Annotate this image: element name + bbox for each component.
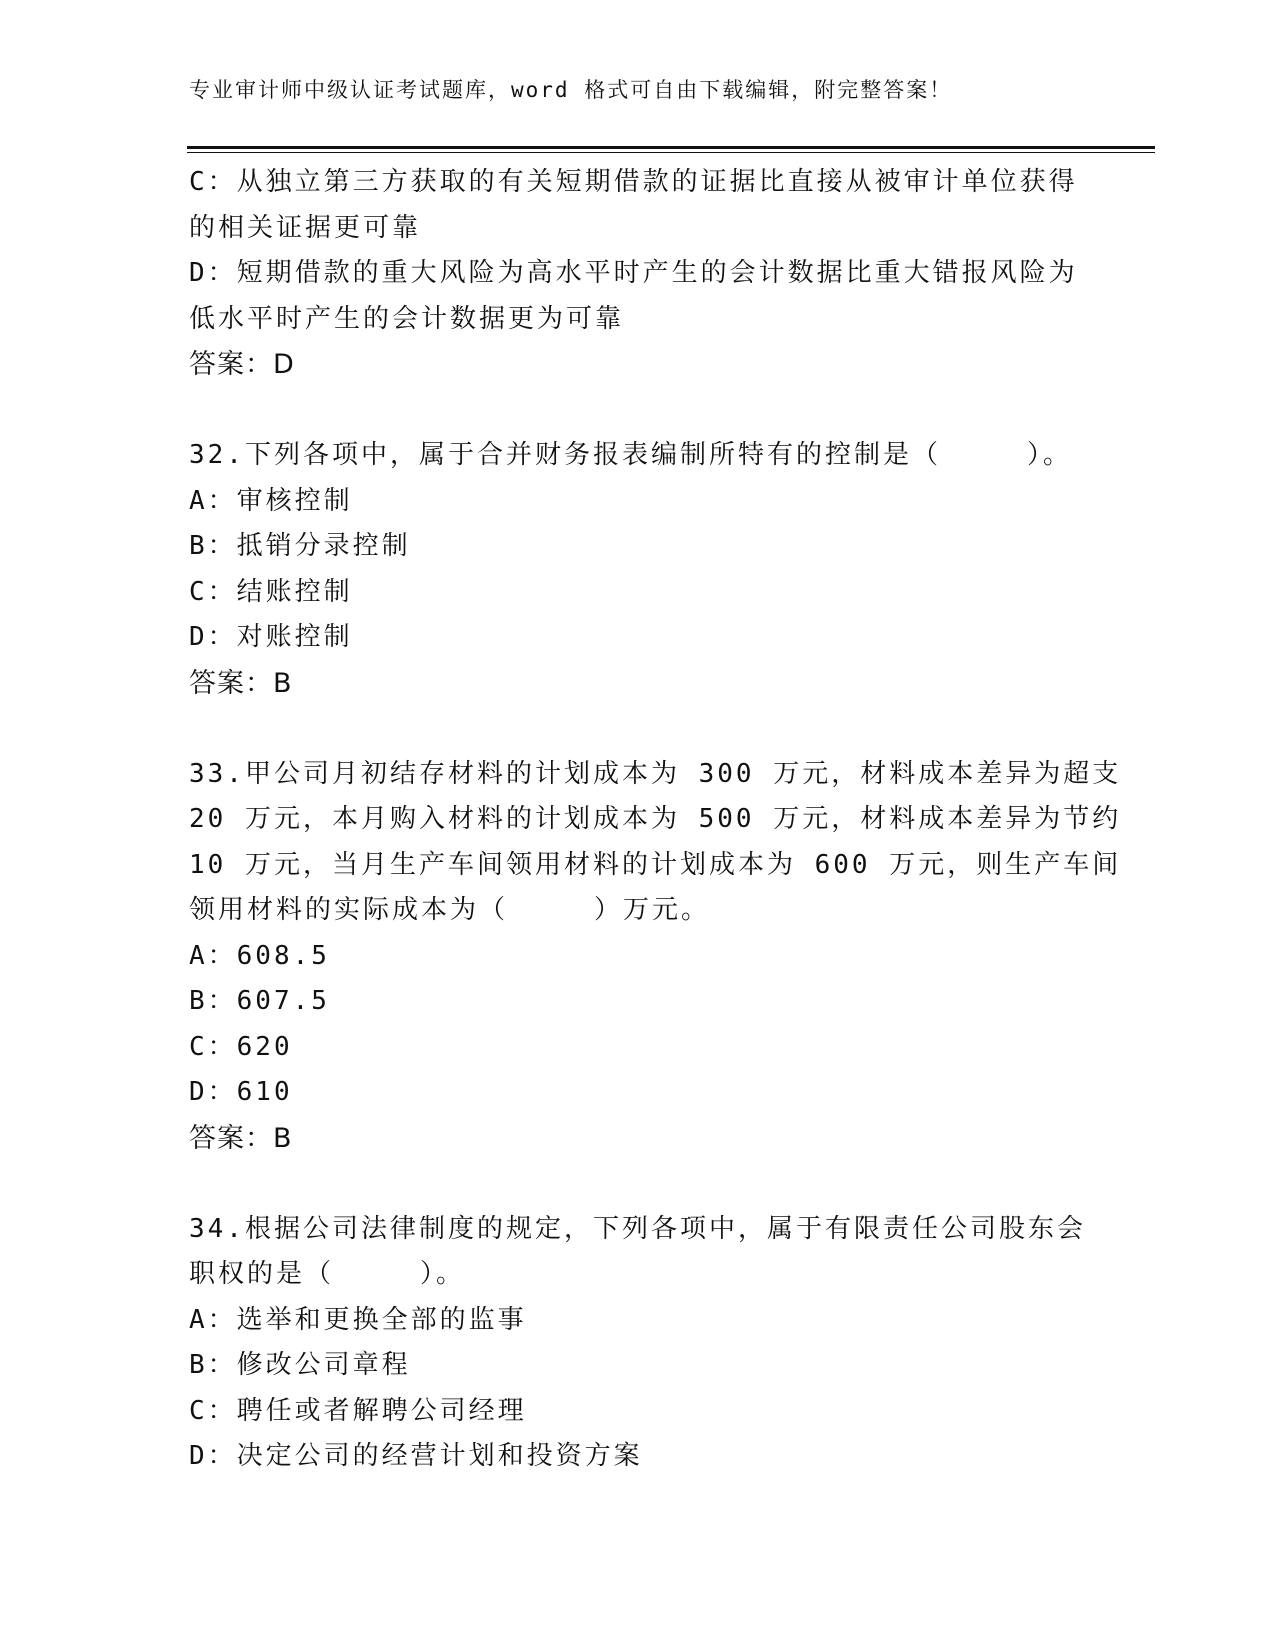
q33-stem-line1: 33.甲公司月初结存材料的计划成本为 300 万元，材料成本差异为超支	[189, 758, 1122, 789]
q32-option-b: B：抵销分录控制	[189, 531, 411, 561]
q34-option-a: A：选举和更换全部的监事	[189, 1304, 527, 1335]
question-31	[189, 160, 1089, 388]
q31-option-d-line1: D：短期借款的重大风险为高水平时产生的会计数据比重大错报风险为	[189, 258, 1078, 288]
q32-option-c: C：结账控制	[189, 576, 353, 607]
q34-stem-line2	[189, 1252, 1089, 1298]
q31-option-d-line2: 低水平时产生的会计数据更为可靠	[189, 303, 625, 334]
header-rule-thick	[187, 146, 1155, 149]
q33-option-d: D：610	[189, 1077, 293, 1107]
q34-option-c: C：聘任或者解聘公司经理	[189, 1395, 527, 1426]
q32-stem-before: 32.下列各项中，属于合并财务报表编制所特有的控制是（	[189, 440, 941, 470]
document-header: 专业审计师中级认证考试题库，word 格式可自由下载编辑，附完整答案！	[189, 78, 953, 102]
q32-option-a: A：审核控制	[189, 485, 353, 516]
q33-stem-line4	[189, 888, 1089, 934]
spacer	[189, 1161, 1089, 1207]
q34-option-d: D：决定公司的经营计划和投资方案	[189, 1441, 643, 1471]
q33-stem-line3: 10 万元，当月生产车间领用材料的计划成本为 600 万元，则生产车间	[189, 849, 1122, 880]
q31-answer: 答案：D	[189, 349, 295, 380]
question-32	[189, 433, 1089, 706]
spacer	[189, 388, 1089, 434]
q33-stem-line2: 20 万元，本月购入材料的计划成本为 500 万元，材料成本差异为节约	[189, 804, 1122, 834]
q32-answer: 答案：B	[189, 667, 293, 699]
q34-stem-line2-after: ）。	[420, 1259, 466, 1289]
q32-stem	[189, 433, 1089, 479]
q33-option-c: C：620	[189, 1031, 293, 1062]
q33-stem-line4-after: ）万元。	[594, 895, 711, 925]
question-34	[189, 1207, 1089, 1480]
q31-option-c-line2: 的相关证据更可靠	[189, 212, 422, 243]
q33-option-b: B：607.5	[189, 986, 330, 1016]
q34-stem-line2-before: 职权的是（	[189, 1259, 335, 1289]
header-rule-thin	[187, 152, 1155, 153]
q33-option-a: A：608.5	[189, 940, 330, 971]
q34-stem-line1: 34.根据公司法律制度的规定，下列各项中，属于有限责任公司股东会	[189, 1213, 1086, 1244]
question-33	[189, 752, 1122, 1162]
q33-stem-line4-before: 领用材料的实际成本为（	[189, 895, 509, 925]
spacer	[189, 706, 1089, 752]
q34-option-b: B：修改公司章程	[189, 1350, 411, 1380]
q32-option-d: D：对账控制	[189, 622, 353, 652]
q33-answer: 答案：B	[189, 1122, 293, 1154]
q32-stem-after: ）。	[1026, 440, 1072, 470]
q31-option-c-line1: C：从独立第三方获取的有关短期借款的证据比直接从被审计单位获得	[189, 167, 1078, 197]
question-content	[189, 160, 1122, 1480]
